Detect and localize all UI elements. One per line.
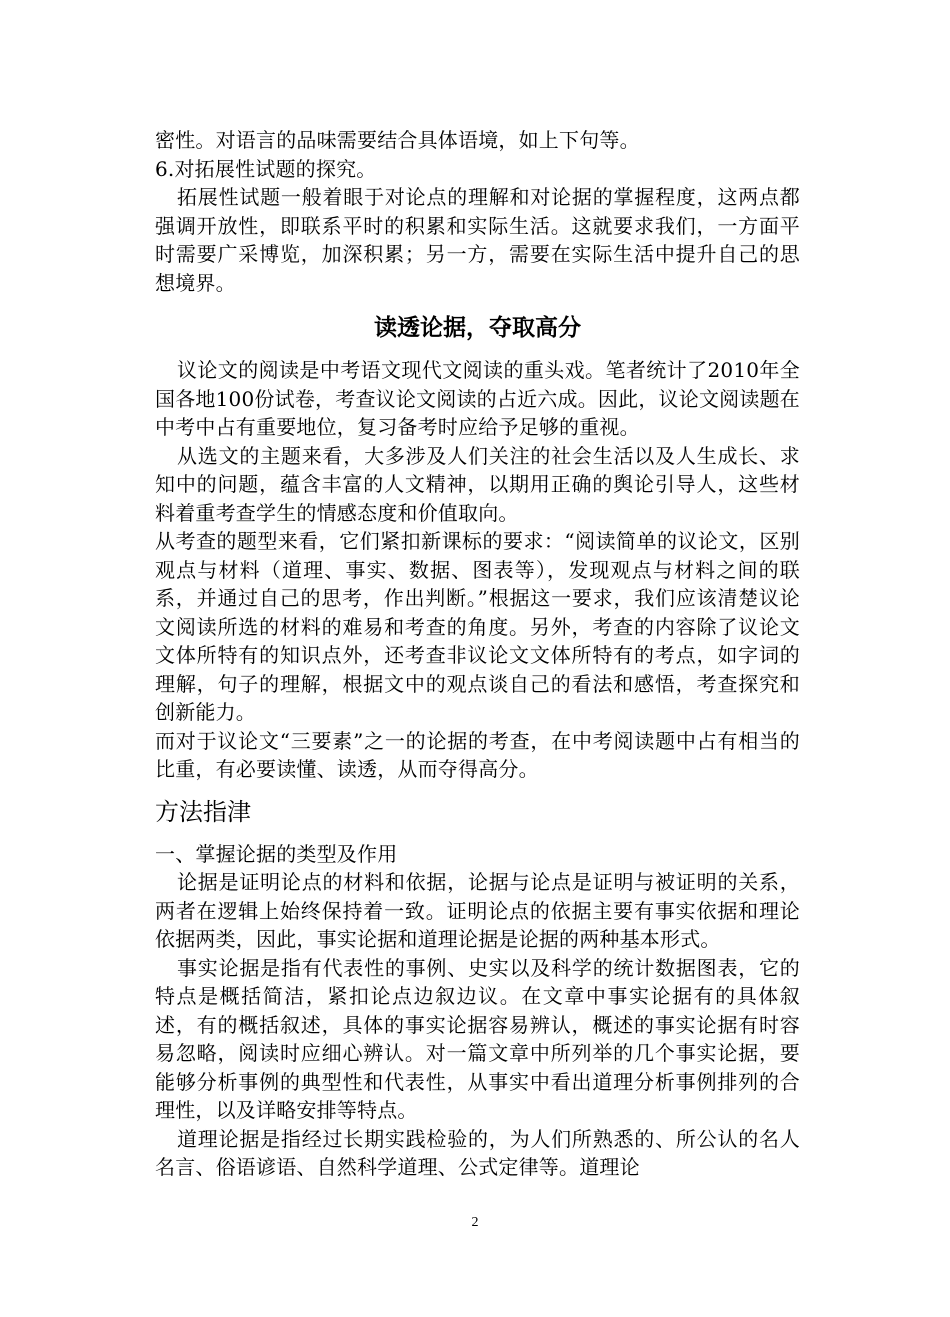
paragraph: 拓展性试题一般着眼于对论点的理解和对论据的掌握程度，这两点都强调开放性，即联系平时的积累和实际生活。这就要求我们，一方面平时需要广采博览，加深积累；另一方，需要在实际生活中提升自己的思想境界。 [155, 185, 800, 295]
paragraph: 道理论据是指经过长期实践检验的，为人们所熟悉的、所公认的名人名言、俗语谚语、自然科学道理、公式定律等。道理论 [155, 1126, 800, 1179]
page-number: 2 [471, 1215, 479, 1230]
section-title: 读透论据，夺取高分 [374, 315, 581, 341]
paragraph: 事实论据是指有代表性的事例、史实以及科学的统计数据图表，它的特点是概括简洁，紧扣论点边叙边议。在文章中事实论据有的具体叙述，有的概括叙述，具体的事实论据容易辨认，概述的事实论据有时容易忽略，阅读时应细心辨认。对一篇文章中所列举的几个事实论据，要能够分析事例的典型性和代表性，从事实中看出道理分析事例排列的合理性，以及详略安排等特点。 [155, 955, 800, 1122]
document-page [155, 126, 800, 1182]
method-title: 方法指津 [155, 797, 251, 826]
paragraph: 6.对拓展性试题的探究。 [155, 156, 377, 181]
paragraph: 议论文的阅读是中考语文现代文阅读的重头戏。笔者统计了2010年全国各地100份试卷，考查议论文阅读的占近六成。因此，议论文阅读题在中考中占有重要地位，复习备考时应给予足够的重视。 [155, 358, 800, 439]
subheading: 一、掌握论据的类型及作用 [155, 841, 398, 866]
paragraph: 论据是证明论点的材料和依据，论据与论点是证明与被证明的关系，两者在逻辑上始终保持着一致。证明论点的依据主要有事实依据和理论依据两类，因此，事实论据和道理论据是论据的两种基本形式。 [155, 870, 800, 951]
paragraph: 而对于议论文“三要素”之一的论据的考查，在中考阅读题中占有相当的比重，有必要读懂、读透，从而夺得高分。 [155, 728, 800, 781]
paragraph: 从选文的主题来看，大多涉及人们关注的社会生活以及人生成长、求知中的问题，蕴含丰富的人文精神，以期用正确的舆论引导人，这些材料着重考查学生的情感态度和价值取向。 [155, 443, 800, 525]
paragraph: 密性。对语言的品味需要结合具体语境，如上下句等。 [155, 128, 640, 152]
paragraph: 从考查的题型来看，它们紧扣新课标的要求：“阅读简单的议论文，区别观点与材料（道理、事实、数据、图表等），发现观点与材料之间的联系，并通过自己的思考，作出判断。”根据这一要求，我们应该清楚议论文阅读所选的材料的难易和考查的角度。另外，考查的内容除了议论文文体所特有的知识点外，还考查非议论文文体所特有的考点，如字词的理解，句子的理解，根据文中的观点谈自己的看法和感悟，考查探究和创新能力。 [155, 529, 800, 724]
